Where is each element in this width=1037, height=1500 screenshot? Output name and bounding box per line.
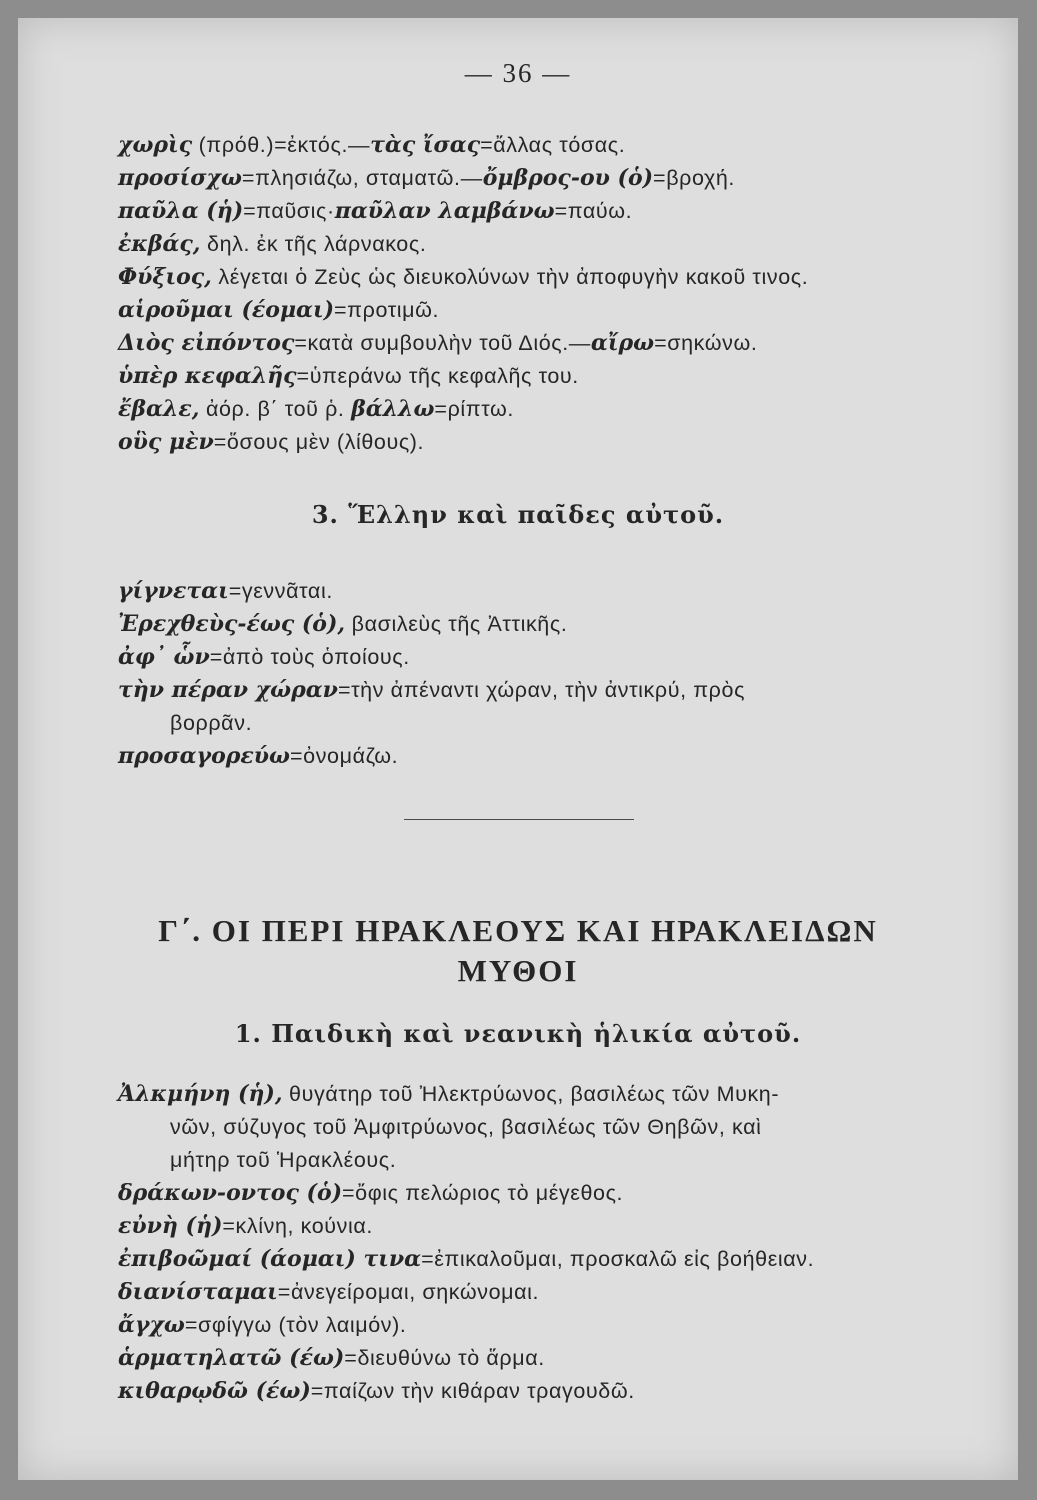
glossary-line: [118, 360, 968, 393]
glossary-term: οὓς μὲν: [118, 429, 214, 455]
glossary-term: δράκων-οντος (ὁ): [118, 1180, 343, 1206]
glossary-line: [118, 327, 968, 360]
glossary-line: [118, 1309, 968, 1342]
subheading-hellen: 3. Ἕλλην καὶ παῖδες αὐτοῦ.: [311, 500, 725, 529]
glossary-term: ἐκβάς,: [118, 231, 201, 257]
glossary-line: [118, 162, 968, 195]
glossary-line: [118, 261, 968, 294]
glossary-definition: =ἀπὸ τοὺς ὁποίους.: [209, 645, 410, 669]
glossary-line: [118, 195, 968, 228]
glossary-line: [118, 1342, 968, 1375]
glossary-line: [118, 707, 968, 740]
glossary-line: [118, 393, 968, 426]
glossary-line: [118, 1210, 968, 1243]
glossary-definition: =διευθύνω τὸ ἅρμα.: [344, 1346, 545, 1370]
glossary-term: Φύξιος,: [118, 264, 212, 290]
subheading-childhood: 1. Παιδικὴ καὶ νεανικὴ ἡλικία αὐτοῦ.: [234, 1019, 802, 1048]
glossary-term: ὄμβρος-ου (ὁ): [482, 165, 654, 191]
glossary-definition: =ὑπεράνω τῆς κεφαλῆς του.: [296, 364, 579, 388]
glossary-line: [118, 1375, 968, 1408]
glossary-term: αἴρω: [590, 330, 655, 356]
glossary-definition: =γεννᾶται.: [228, 579, 333, 603]
glossary-definition: ἀόρ. β΄ τοῦ ῥ.: [199, 397, 352, 421]
glossary-term: εὐνὴ (ἡ): [118, 1213, 223, 1239]
glossary-hellen: [118, 575, 968, 773]
glossary-definition: βορρᾶν.: [170, 711, 253, 735]
glossary-definition: =ρίπτω.: [434, 397, 514, 421]
glossary-definition: δηλ. ἐκ τῆς λάρνακος.: [200, 232, 427, 256]
glossary-term: προσίσχω: [118, 165, 242, 191]
glossary-term: ἁρματηλατῶ (έω): [118, 1345, 345, 1371]
glossary-term: προσαγορεύω: [118, 743, 290, 769]
glossary-definition: θυγάτηρ τοῦ Ἠλεκτρύωνος, βασιλέως τῶν Μυκη-: [282, 1082, 780, 1106]
glossary-line: [118, 1177, 968, 1210]
glossary-line: [118, 294, 968, 327]
glossary-definition: =προτιμῶ.: [334, 298, 440, 322]
glossary-definition: (πρόθ.)=ἐκτός.—: [192, 133, 371, 157]
glossary-term: ἄγχω: [118, 1312, 185, 1338]
glossary-term: ἀφ᾿ ὧν: [118, 644, 210, 670]
section-title-line: ΜΥΘΟΙ: [457, 953, 579, 988]
glossary-definition: =βροχή.: [653, 166, 735, 190]
glossary-definition: =κατὰ συμβουλὴν τοῦ Διός.—: [294, 331, 591, 355]
glossary-line: [118, 1144, 968, 1177]
glossary-definition: =παίζων τὴν κιθάραν τραγουδῶ.: [310, 1379, 635, 1403]
glossary-term: Διὸς εἰπόντος: [118, 330, 295, 356]
section-divider: [404, 819, 634, 820]
glossary-definition: =σηκώνω.: [654, 331, 758, 355]
glossary-term: ἐπιβοῶμαί (άομαι) τινα: [118, 1246, 422, 1272]
glossary-definition: =πλησιάζω, σταματῶ.—: [241, 166, 483, 190]
document-page: [18, 18, 1018, 1480]
glossary-definition: =ἀνεγείρομαι, σηκώνομαι.: [277, 1280, 540, 1304]
glossary-line: [118, 575, 968, 608]
glossary-term: γίγνεται: [118, 578, 229, 604]
glossary-term: τὰς ἴσας: [370, 132, 481, 158]
glossary-term: βάλλω: [351, 396, 435, 422]
glossary-line: [118, 641, 968, 674]
glossary-line: [118, 740, 968, 773]
glossary-definition: =ὅσους μὲν (λίθους).: [213, 430, 425, 454]
glossary-term: παῦλα (ἡ): [118, 198, 244, 224]
glossary-line: [118, 1111, 968, 1144]
glossary-line: [118, 228, 968, 261]
glossary-definition: =τὴν ἀπέναντι χώραν, τὴν ἀντικρύ, πρὸς: [337, 678, 746, 702]
page-number: — 36 —: [464, 58, 572, 88]
glossary-term: ἔβαλε,: [118, 396, 200, 422]
glossary-definition: =ἐπικαλοῦμαι, προσκαλῶ εἰς βοήθειαν.: [421, 1247, 815, 1271]
glossary-term: Ἀλκμήνη (ἡ),: [118, 1081, 283, 1107]
glossary-heracles: [118, 1078, 968, 1408]
glossary-line: [118, 1078, 968, 1111]
glossary-definition: =ἄλλας τόσας.: [480, 133, 626, 157]
glossary-previous: [118, 129, 968, 459]
glossary-term: τὴν πέραν χώραν: [118, 677, 338, 703]
glossary-line: [118, 674, 968, 707]
glossary-line: [118, 1243, 968, 1276]
glossary-definition: =κλίνη, κούνια.: [222, 1214, 373, 1238]
section-title: [18, 911, 1018, 991]
glossary-definition: =ὄφις πελώριος τὸ μέγεθος.: [342, 1181, 624, 1205]
glossary-term: παῦλαν λαμβάνω: [334, 198, 555, 224]
glossary-definition: =ὀνομάζω.: [289, 744, 399, 768]
glossary-term: χωρὶς: [118, 132, 193, 158]
glossary-term: Ἐρεχθεὺς-έως (ὁ),: [118, 611, 346, 637]
glossary-term: ὑπὲρ κεφαλῆς: [118, 363, 297, 389]
glossary-definition: νῶν, σύζυγος τοῦ Ἀμφιτρύωνος, βασιλέως τῶν Θηβῶν, καὶ: [170, 1115, 762, 1139]
glossary-definition: μήτηρ τοῦ Ἡρακλέους.: [170, 1148, 397, 1172]
glossary-term: αἱροῦμαι (έομαι): [118, 297, 335, 323]
section-title-line: Γ΄. ΟΙ ΠΕΡΙ ΗΡΑΚΛΕΟΥΣ ΚΑΙ ΗΡΑΚΛΕΙΔΩΝ: [158, 913, 878, 948]
glossary-definition: λέγεται ὁ Ζεὺς ὡς διευκολύνων τὴν ἀποφυγὴν κακοῦ τινος.: [211, 265, 809, 289]
glossary-term: διανίσταμαι: [118, 1279, 278, 1305]
glossary-line: [118, 426, 968, 459]
glossary-definition: =παύω.: [554, 199, 633, 223]
glossary-line: [118, 129, 968, 162]
glossary-term: κιθαρῳδῶ (έω): [118, 1378, 311, 1404]
glossary-line: [118, 608, 968, 641]
glossary-definition: =σφίγγω (τὸν λαιμόν).: [184, 1313, 407, 1337]
glossary-definition: βασιλεὺς τῆς Ἀττικῆς.: [345, 612, 568, 636]
glossary-definition: =παῦσις·: [243, 199, 335, 223]
glossary-line: [118, 1276, 968, 1309]
